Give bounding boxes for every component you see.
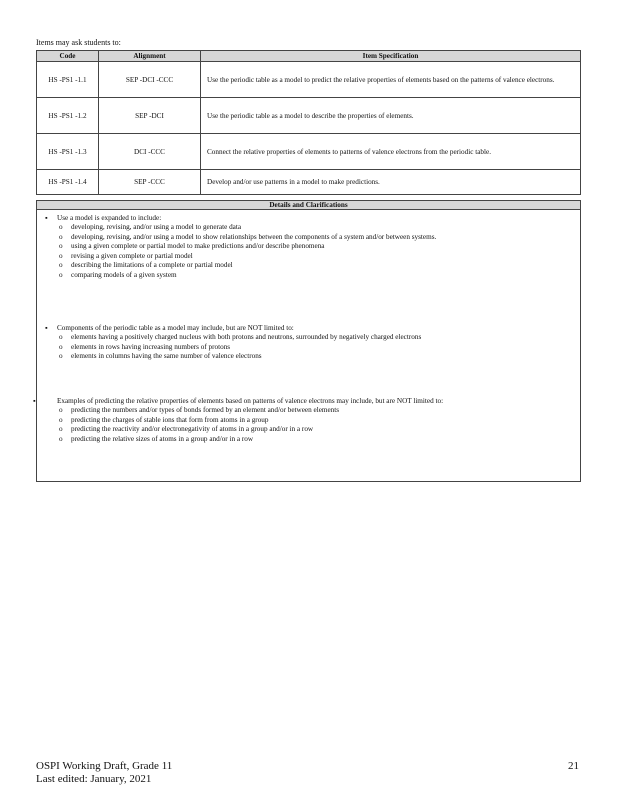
circle-bullet-icon: o — [59, 415, 63, 424]
row-alignment: SEP -DCI — [99, 98, 201, 134]
section-title: Use a model is expanded to include: — [57, 214, 162, 222]
list-item: elements in columns having the same number of valence electrons — [71, 352, 262, 360]
details-section-examples — [33, 396, 570, 444]
list-item: elements in rows having increasing numbers of protons — [71, 342, 231, 351]
section-title: Components of the periodic table as a model may include, but are NOT limited to: — [57, 324, 294, 332]
header-alignment: Alignment — [99, 51, 201, 62]
page-number: 21 — [568, 760, 579, 772]
circle-bullet-icon: o — [59, 342, 63, 351]
circle-bullet-icon: o — [59, 242, 63, 250]
row-item-spec: Develop and/or use patterns in a model to make predictions. — [201, 170, 581, 195]
table-row — [37, 170, 581, 195]
row-item-spec: Use the periodic table as a model to predict the relative properties of elements based on the patterns of valence electrons. — [201, 62, 581, 98]
list-item: revising a given complete or partial model — [71, 251, 193, 260]
square-bullet-icon: ▪ — [45, 324, 48, 332]
section-title: Examples of predicting the relative properties of elements based on patterns of valence electrons may include, but are NOT limited to: — [57, 397, 444, 405]
header-item-specification: Item Specification — [201, 51, 581, 62]
list-item: developing, revising, and/or using a model to generate data — [71, 223, 242, 231]
row-item-spec: Connect the relative properties of elements to patterns of valence electrons from the periodic table. — [201, 134, 581, 170]
list-item: using a given complete or partial model to make predictions and/or describe phenomena — [71, 242, 325, 250]
row-code: HS -PS1 -1.3 — [37, 134, 99, 170]
list-item: predicting the numbers and/or types of bonds formed by an element and/or between elements — [71, 406, 340, 414]
footer-draft-label: OSPI Working Draft, Grade 11 — [36, 760, 173, 772]
list-item: elements having a positively charged nucleus with both protons and neutrons, surrounded by negatively charged electrons — [71, 333, 422, 341]
row-item-spec: Use the periodic table as a model to describe the properties of elements. — [201, 98, 581, 134]
details-box — [33, 210, 581, 482]
list-item: comparing models of a given system — [71, 270, 177, 279]
circle-bullet-icon: o — [59, 434, 63, 443]
circle-bullet-icon: o — [59, 251, 63, 260]
footer-last-edited: Last edited: January, 2021 — [36, 773, 152, 785]
list-item: predicting the reactivity and/or electronegativity of atoms in a group and/or in a row — [71, 425, 314, 433]
details-section-components — [45, 323, 570, 362]
circle-bullet-icon: o — [59, 223, 63, 231]
intro-text: Items may ask students to: — [36, 38, 121, 47]
page-footer — [36, 760, 172, 786]
list-item: describing the limitations of a complete or partial model — [71, 261, 233, 269]
circle-bullet-icon: o — [59, 333, 63, 341]
row-alignment: SEP -DCI -CCC — [99, 62, 201, 98]
table-row — [37, 62, 581, 98]
list-item: predicting the relative sizes of atoms in a group and/or in a row — [71, 434, 254, 443]
header-code: Code — [37, 51, 99, 62]
row-alignment: SEP -CCC — [99, 170, 201, 195]
row-code: HS -PS1 -1.4 — [37, 170, 99, 195]
details-section-model — [45, 213, 570, 280]
table-row — [37, 134, 581, 170]
square-bullet-icon: ▪ — [45, 214, 48, 222]
table-header-row — [37, 51, 581, 62]
row-alignment: DCI -CCC — [99, 134, 201, 170]
row-code: HS -PS1 -1.1 — [37, 62, 99, 98]
circle-bullet-icon: o — [59, 406, 63, 414]
circle-bullet-icon: o — [59, 270, 63, 279]
list-item: developing, revising, and/or using a model to show relationships between the components of a system and/or between systems. — [71, 232, 437, 241]
table-row — [37, 98, 581, 134]
details-heading: Details and Clarifications — [36, 200, 581, 210]
circle-bullet-icon: o — [59, 352, 63, 360]
row-code: HS -PS1 -1.2 — [37, 98, 99, 134]
list-item: predicting the charges of stable ions that form from atoms in a group — [71, 415, 269, 424]
circle-bullet-icon: o — [59, 425, 63, 433]
circle-bullet-icon: o — [59, 232, 63, 241]
square-bullet-icon: ▪ — [33, 397, 36, 405]
item-specification-table — [36, 50, 581, 195]
circle-bullet-icon: o — [59, 261, 63, 269]
